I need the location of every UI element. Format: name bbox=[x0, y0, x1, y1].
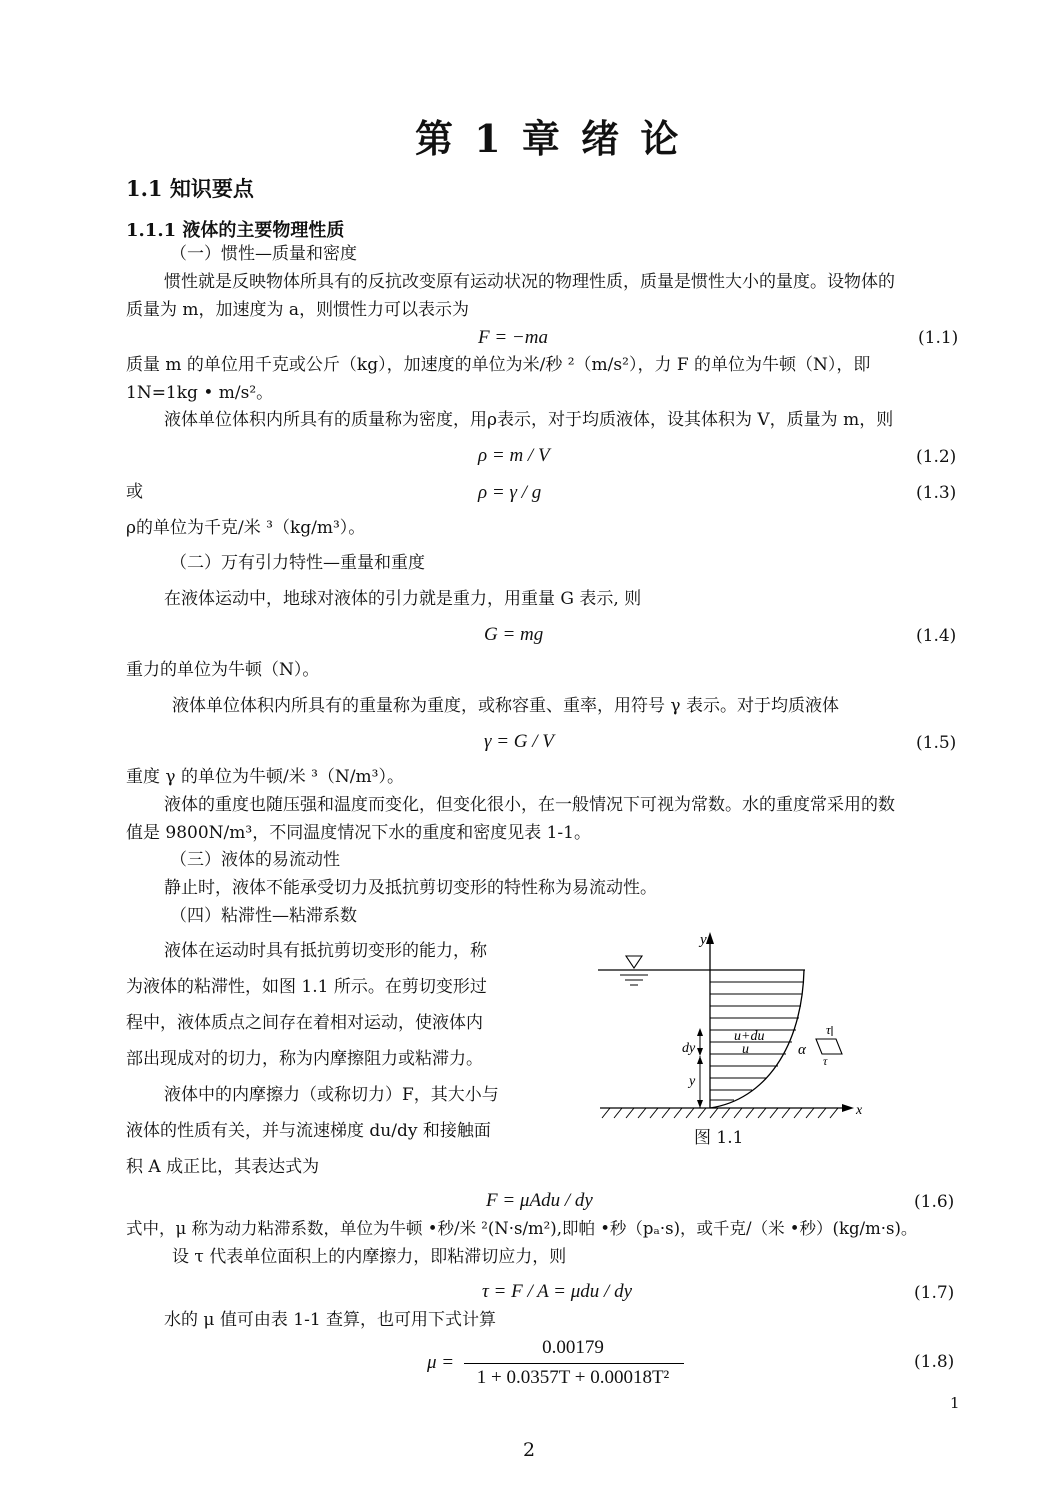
paragraph-heading: （四）粘滞性—粘滞系数 bbox=[170, 906, 357, 926]
fraction-numerator: 0.00179 bbox=[542, 1337, 604, 1358]
fraction-bar bbox=[464, 1363, 684, 1364]
paragraph-text: 在液体运动中，地球对液体的引力就是重力，用重量 G 表示, 则 bbox=[164, 589, 642, 609]
or-label: 或 bbox=[126, 482, 143, 502]
tau-label: τ bbox=[826, 1022, 831, 1037]
y-arrow-down bbox=[697, 1100, 703, 1108]
equation-number: (1.5) bbox=[916, 733, 957, 753]
equation-number: (1.4) bbox=[916, 626, 957, 646]
paragraph-text: 式中，μ 称为动力粘滞系数，单位为牛顿 •秒/米 ²(N·s/m²),即帕 •秒（pₐ·s)，或千克/（米 •秒）(kg/m·s)。 bbox=[126, 1219, 918, 1238]
velocity-profile-figure bbox=[590, 922, 880, 1162]
paragraph-text: 1N=1kg • m/s²。 bbox=[126, 383, 274, 403]
paragraph-text: 惯性就是反映物体所具有的反抗改变原有运动状况的物理性质，质量是惯性大小的量度。设物体的 bbox=[164, 272, 895, 292]
dy-arrow-up bbox=[697, 1028, 703, 1036]
u-du-label: u+du bbox=[734, 1029, 765, 1044]
equation-number: (1.6) bbox=[914, 1192, 955, 1212]
x-axis-arrow bbox=[842, 1104, 854, 1112]
equation: γ = G / V bbox=[484, 731, 554, 752]
paragraph-text: 值是 9800N/m³，不同温度情况下水的重度和密度见表 1-1。 bbox=[126, 823, 591, 843]
inner-page-number: 1 bbox=[950, 1394, 960, 1412]
paragraph-text: 质量 m 的单位用千克或公斤（kg），加速度的单位为米/秒 ²（m/s²），力 F 的单位为牛顿（N），即 bbox=[126, 355, 871, 375]
fraction-denominator: 1 + 0.0357T + 0.00018T² bbox=[476, 1367, 670, 1388]
subsection-heading: 1.1.1 液体的主要物理性质 bbox=[126, 220, 345, 241]
u-label: u bbox=[742, 1042, 749, 1057]
shear-element-icon bbox=[816, 1039, 842, 1054]
paragraph-text: 积 A 成正比，其表达式为 bbox=[126, 1157, 320, 1177]
paragraph-heading: （二）万有引力特性—重量和重度 bbox=[170, 553, 425, 573]
page-number: 2 bbox=[523, 1439, 536, 1461]
dy-arrow-down bbox=[697, 1048, 703, 1056]
water-level-icon bbox=[626, 956, 642, 968]
paragraph-text: 液体单位体积内所具有的质量称为密度，用ρ表示，对于均质液体，设其体积为 V，质量为 m，则 bbox=[164, 410, 894, 430]
paragraph-text: 液体单位体积内所具有的重量称为重度，或称容重、重率，用符号 γ 表示。对于均质液体 bbox=[172, 696, 839, 716]
equation: ρ = m / V bbox=[478, 445, 550, 466]
paragraph-text: 静止时，液体不能承受切力及抵抗剪切变形的特性称为易流动性。 bbox=[164, 878, 657, 898]
dy-label: dy bbox=[682, 1041, 696, 1056]
equation-number: (1.7) bbox=[914, 1283, 955, 1303]
equation-number: (1.8) bbox=[914, 1352, 955, 1372]
tau-label: τ bbox=[823, 1054, 828, 1068]
paragraph-text: ρ的单位为千克/米 ³（kg/m³）。 bbox=[126, 518, 366, 538]
y-arrow-up bbox=[697, 1056, 703, 1064]
paragraph-heading: （一）惯性—质量和密度 bbox=[170, 244, 357, 264]
equation-number: (1.3) bbox=[916, 483, 957, 503]
paragraph-text: 液体在运动时具有抵抗剪切变形的能力，称 bbox=[164, 941, 487, 961]
equation: G = mg bbox=[484, 624, 544, 645]
alpha-label: α bbox=[798, 1042, 806, 1058]
paragraph-text: 重度 γ 的单位为牛顿/米 ³（N/m³）。 bbox=[126, 767, 404, 787]
figure-caption: 图 1.1 bbox=[694, 1128, 744, 1148]
section-heading: 1.1 知识要点 bbox=[126, 176, 254, 201]
paragraph-text: 部出现成对的切力，称为内摩擦阻力或粘滞力。 bbox=[126, 1049, 483, 1069]
y-axis-arrow bbox=[706, 932, 714, 944]
equation: τ = F / A = μdu / dy bbox=[482, 1281, 632, 1302]
paragraph-text: 液体的性质有关，并与流速梯度 du/dy 和接触面 bbox=[126, 1121, 491, 1141]
paragraph-text: 质量为 m，加速度为 a，则惯性力可以表示为 bbox=[126, 300, 470, 320]
paragraph-text: 液体中的内摩擦力（或称切力）F，其大小与 bbox=[164, 1085, 499, 1105]
paragraph-text: 水的 μ 值可由表 1-1 查算，也可用下式计算 bbox=[164, 1310, 497, 1330]
y-label: y bbox=[689, 1074, 696, 1089]
paragraph-text: 重力的单位为牛顿（N）。 bbox=[126, 660, 320, 680]
equation: F = μAdu / dy bbox=[486, 1190, 593, 1211]
x-axis-label: x bbox=[856, 1103, 863, 1118]
equation-number: (1.2) bbox=[916, 447, 957, 467]
paragraph-text: 设 τ 代表单位面积上的内摩擦力，即粘滞切应力，则 bbox=[172, 1247, 567, 1267]
paragraph-text: 程中，液体质点之间存在着相对运动，使液体内 bbox=[126, 1013, 483, 1033]
y-axis-label: y bbox=[700, 932, 707, 948]
chapter-title: 第 1 章 绪 论 bbox=[415, 116, 683, 161]
equation: ρ = γ / g bbox=[478, 482, 542, 503]
paragraph-text: 液体的重度也随压强和温度而变化，但变化很小，在一般情况下可视为常数。水的重度常采用的数 bbox=[164, 795, 895, 815]
equation: F = −ma bbox=[478, 327, 548, 348]
paragraph-heading: （三）液体的易流动性 bbox=[170, 850, 340, 870]
equation-number: (1.1) bbox=[918, 328, 959, 348]
equation-lhs: μ = bbox=[427, 1352, 455, 1373]
ground-hatching bbox=[602, 1108, 838, 1118]
paragraph-text: 为液体的粘滞性，如图 1.1 所示。在剪切变形过 bbox=[126, 977, 487, 997]
